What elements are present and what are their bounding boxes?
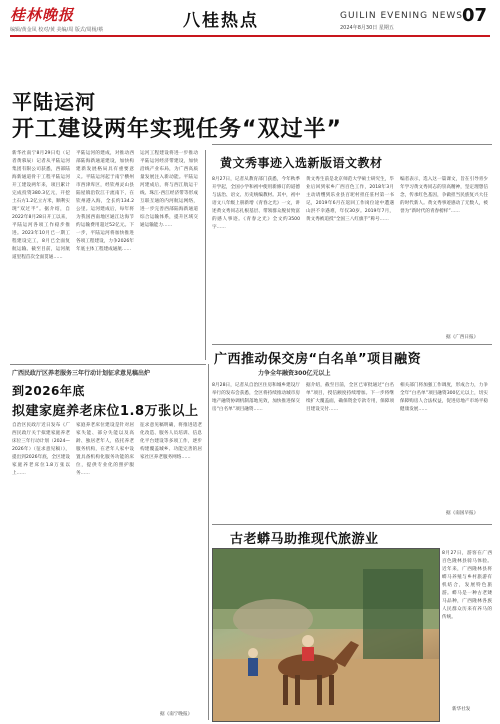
senior-col-3: 征求意见稿明确，将推进适老化改造、服务人员培训、信息化平台建设等多项工作，逐步构建覆盖城乡、功能完善的居家社区养老服务网络…… [140, 423, 202, 460]
culture-col-1: 8月27日，记者从教育部门获悉，今年秋季开学起，全国小学和初中使用新修订的道德与法治、语文、历史统编教材。其中，初中语文八年级上册新增《青春之光》一文，讲述黄文秀同志扎根基层、带领群众脱贫致富的感人事迹。《青春之光》全文约3500字…… [212, 177, 300, 230]
lead-col-3: 运河工程建设将进一步推动平陆运河经济带建设，加快沿线产业布局，为广西高质量发展注入新动能。平陆运河建成后，将与西江航运干线、珠江-西江经济带等形成互联互通的内河航运网络，进一步完善西部陆海新通道综合运输体系，提升区域交通运输能力…… [140, 151, 198, 228]
housing-col-3: 相关部门将加强工作调度，形成合力，力争全年“白名单”项目融资300亿元以上，切实保障购房人合法权益，促进房地产市场平稳健康发展…… [400, 383, 488, 412]
senior-kicker: 广西民政厅区养老服务三年行动计划征求意见稿出炉 [12, 370, 151, 377]
senior-credit: 据《南宁晚报》 [160, 712, 193, 717]
horse-headline: 古老蟒马助推现代旅游业 [230, 532, 379, 547]
senior-col-2: 家庭养老床位建设是针对居家失能、部分失能以及高龄、独居老年人，依托养老服务机构，在老年人家中设置具备机构化服务功能的床位，提供专业化的照护服务…… [76, 423, 134, 476]
housing-headline: 广西推动保交房“白名单”项目融资 [214, 352, 422, 367]
culture-credit: 据《广西日报》 [446, 335, 479, 340]
senior-title-line2: 拟建家庭养老床位1.8万张以上 [12, 404, 199, 419]
paper-english-name: GUILIN EVENING NEWS [340, 11, 463, 21]
housing-col-1: 8月28日，记者从自治区住房和城乡建设厅举行的发布会获悉，全区将持续推动城市房地产融资协调机制落地见效，加快推进保交房“白名单”项目融资…… [212, 383, 300, 412]
photo-illustration [213, 549, 439, 721]
section-rule [10, 364, 206, 365]
section-rule [212, 524, 492, 525]
housing-credit: 据《南国早报》 [446, 511, 479, 516]
culture-col-3: 编者表示，选入这一篇课文，旨在引导青少年学习黄文秀同志的崇高精神，坚定理想信念，传承红色基因，争做担当民族复兴大任的时代新人。黄文秀事迹感动了无数人，被誉为“新时代的青春榜样”…… [400, 177, 488, 214]
editor-credits: 编辑/黄金凤 校对/黄 美编/周 版式/周杨/蔡 [10, 27, 104, 33]
section-rule [212, 144, 492, 145]
culture-headline: 黄文秀事迹入选新版语文教材 [220, 156, 383, 170]
column-divider [208, 364, 209, 720]
horse-riding-photo [212, 548, 440, 722]
issue-date: 2024年8月30日 星期五 [340, 25, 394, 31]
section-rule [212, 344, 492, 345]
lead-col-2: 平陆运河的建成，对推动西部陆海新通道建设，加快构建新发展格局具有重要意义。平陆运河起于南宁横州市西津库区，经钦州灵山县陆屋镇沿钦江干流南下，在钦州港入海，全长约134.2公里。运河建成后，每年将为我国西南地区通江达海节约运输费用超过52亿元。下一步，平陆运河将加快推进各项工程建设，力争2026年年底主体工程建成通航…… [76, 151, 134, 252]
senior-col-1: 自治区民政厅近日发布《广西民政厅关于拟建家庭养老床位三年行动计划（2024—2026年）（征求意见稿）》，提出到2026年底，全区建设家庭养老床位1.8万张以上…… [12, 423, 70, 476]
housing-subtitle: 力争全年融资300亿元以上 [258, 370, 331, 377]
masthead-logo: 桂林晚报 [10, 6, 75, 24]
lead-headline-line2: 开工建设两年实现任务“双过半” [12, 117, 342, 142]
header-rule [10, 35, 490, 37]
culture-col-2: 黄文秀生前是北京师范大学硕士研究生，毕业后回到家乡广西百色工作，2018年3月主动请缨到乐业县百坭村担任驻村第一书记，2019年6月在返回工作岗位途中遭遇山洪不幸遇难，年仅30岁。2019年7月，黄文秀被追授“全国三八红旗手”称号…… [306, 177, 394, 222]
horse-photo-caption: 8月27日，游客在广西百色隆林县骑马体验。近年来，广西隆林县将蟒马养殖与乡村旅游有机结合，发展特色旅游。蟒马是一种古老矮马品种，广西隆林各族人民群众历来有养马的传统。 [442, 551, 492, 620]
horse-credit: 新华社发 [452, 707, 471, 712]
senior-title-line1: 到2026年底 [12, 384, 85, 398]
column-divider [205, 150, 206, 360]
housing-col-2: 据介绍，截至目前，全区已审批通过“白名单”项目，授信额度持续增加。下一步将继续扩大覆盖面，确保资金专款专用，保障项目建设交付…… [306, 383, 394, 412]
page-number: 07 [462, 5, 488, 26]
section-title: 八桂热点 [183, 11, 259, 31]
lead-col-1: 新华社南宁8月29日电（记者黄慕辰）记者从平陆运河集团有限公司获悉，西部陆海新通道骨干工程平陆运河开工建设两年来，项目累计完成投资380.3亿元，开挖土石方1.2亿立方米，顺利实现“双过半”。据介绍，自2022年8月28日开工以来，平陆运河各项工作稳步推进。2023年10月已一期工程建设完工，8月已全面复航运输。截至目前，运河航道里程首次全面贯通…… [12, 151, 70, 260]
lead-headline-line1: 平陆运河 [12, 90, 96, 114]
